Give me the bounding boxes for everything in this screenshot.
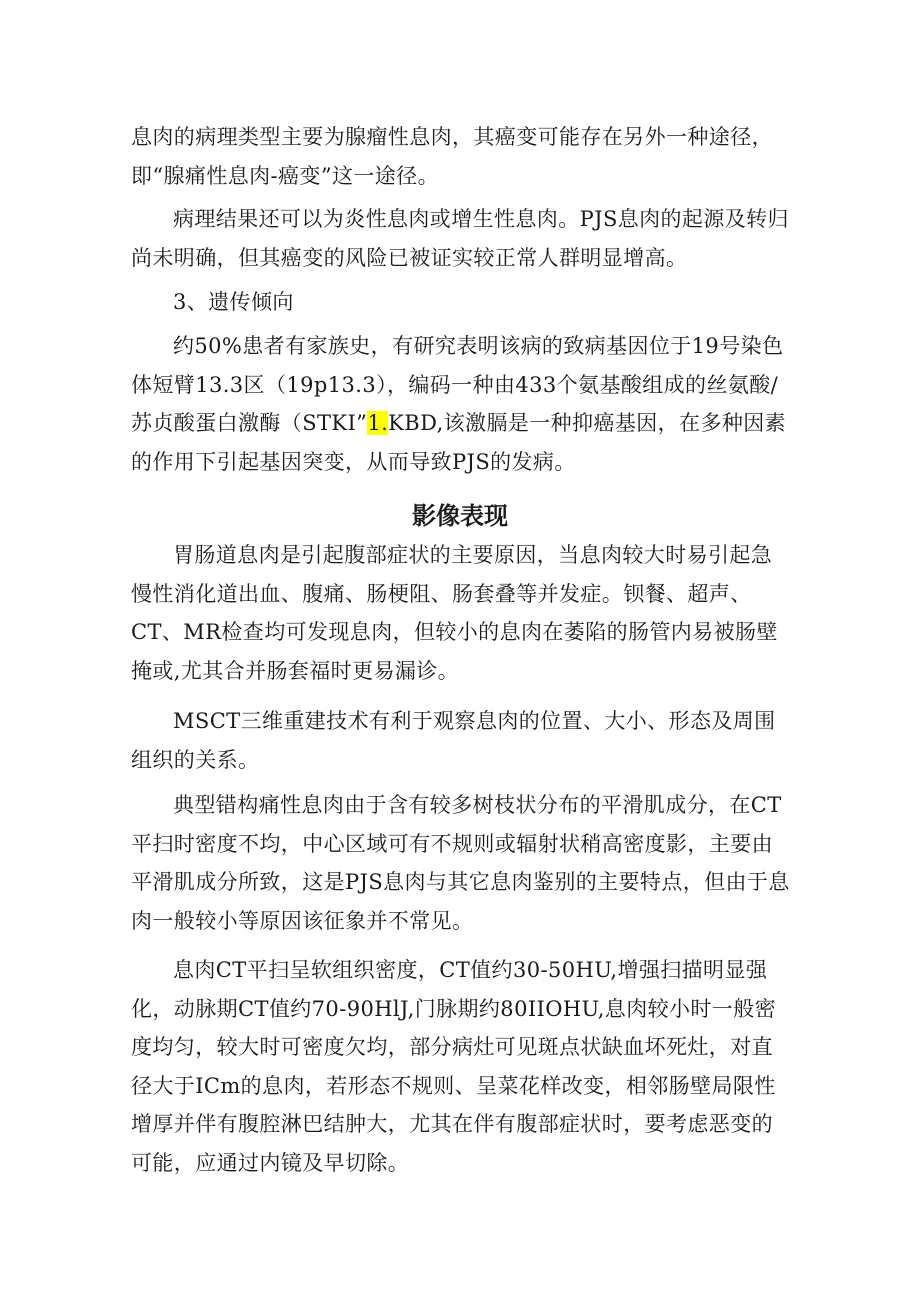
section-title-heredity: 3、遗传倾向	[173, 290, 294, 314]
paragraph-pathology-result: 病理结果还可以为炎性息肉或增生性息肉。PJS息肉的起源及转归尚未明确，但其癌变的风险已被证实较正常人群明显增高。	[131, 207, 789, 270]
paragraph-pathology-type: 息肉的病理类型主要为腺瘤性息肉，其癌变可能存在另外一种途径，即“腺痛性息肉-癌变”这一途径。	[131, 125, 773, 188]
paragraph-typical-hamartoma: 典型错构痛性息肉由于含有较多树枝状分布的平滑肌成分，在CT平扫时密度不均，中心区域可有不规则或辐射状稍高密度影，主要由平滑肌成分所致，这是PJS息肉与其它息肉鉴别的主要特点，但由于息肉一般较小等原因该征象并不常见。	[131, 793, 790, 933]
paragraph-ct-density: 息肉CT平扫呈软组织密度，CT值约30-50HU,增强扫描明显强化，动脉期CT值约70-90HlJ,门脉期约80IIOHU,息肉较小时一般密度均匀，较大时可密度欠均，部分病灶可见斑点状缺血坏死灶，对直径大于ICm的息肉，若形态不规则、呈菜花样改变，相邻肠壁局限性增厚并伴有腹腔淋巴结肿大，尤其在伴有腹部症状时，要考虑恶变的可能，应通过内镜及早切除。	[131, 958, 776, 1175]
paragraph-imaging-intro: 胃肠道息肉是引起腹部症状的主要原因，当息肉较大时易引起急慢性消化道出血、腹痛、肠梗阻、肠套叠等并发症。钡餐、超声、CT、MR检查均可发现息肉，但较小的息肉在萎陷的肠管内易被肠壁掩或,尤其合并肠套福时更易漏诊。	[131, 543, 778, 683]
paragraph-msct: MSCT三维重建技术有利于观察息肉的位置、大小、形态及周围组织的关系。	[131, 709, 776, 772]
section-heading-imaging: 影像表现	[412, 502, 508, 530]
highlighted-text: 1.	[367, 411, 389, 435]
heredity-text-before: 约50%患者有家族史，有研究表明该病的致病基因位于19号染色体短臂13.3区（19p13.3），编码一种由433个氨基酸组成的丝氨酸/苏贞酸蛋白激酶（STKI”	[131, 334, 784, 435]
heredity-text-after: KBD,该激膈是一种抑癌基因，在多种因素的作用下引起基因突变，从而导致PJS的发病。	[131, 411, 787, 474]
paragraph-heredity	[131, 327, 791, 481]
